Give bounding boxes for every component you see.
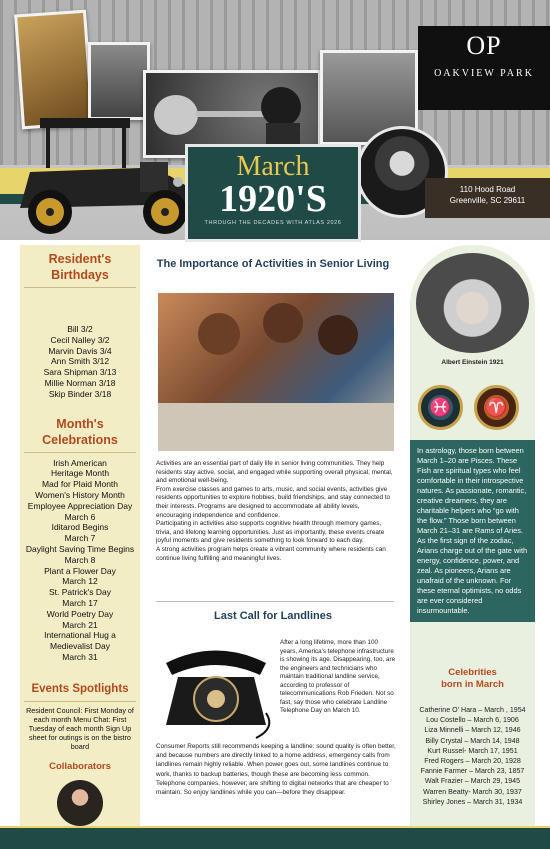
list-item: Cecil Nalley 3/2 [50,334,110,345]
activities-article-title: The Importance of Activities in Senior Living [156,258,390,270]
list-item: Iditarod Begins [51,522,109,533]
list-item: World Poetry Day [46,608,114,619]
list-item: March 6 [64,511,96,522]
list-item: Catherine O' Hara – March , 1954 [419,706,526,714]
rotary-phone-icon [156,633,276,743]
list-item: Walt Frazier – March 29, 1945 [424,777,521,786]
seniors-painting-photo [158,293,394,451]
section-divider [156,601,394,602]
list-item: Employee Appreciation Day [27,500,133,511]
list-item: Fannie Farmer – March 23, 1857 [420,767,525,776]
list-item: Daylight Saving Time Begins [25,543,135,554]
list-item: Heritage Month [50,468,110,479]
list-item: March 8 [64,554,96,565]
celebrities-heading [410,667,535,691]
main-column [150,245,396,828]
landlines-intro-text: After a long lifetime, more than 100 years, America's telephone infrastructure is showing its age. Disappearing, too, are the engineers and technicians who maintain traditional landline service, according to professor of telecommunications Rob Frieden. Not so fast, say those who celebrate Landline Telephone Day on March 10. [280,639,396,714]
article-paragraph: Activities are an essential part of daily life in senior living communities. They help residents stay active, social, and engaged while supporting overall physical, mental, and emotional well-being. [156,460,393,485]
left-sidebar [20,245,140,828]
list-item: March 21 [62,619,98,630]
list-item: Millie Norman 3/18 [44,377,116,388]
list-item: Fred Rogers – March 20, 1928 [424,757,521,766]
list-item: St. Patrick's Day [48,587,112,598]
list-item: Sara Shipman 3/13 [43,367,117,378]
article-paragraph: Participating in activities also supports cognitive health through memory games, trivia, and lifelong learning opportunities. Just as importantly, these events create joyful moments and give residents something to look forward to each day. [156,520,385,545]
pisces-icon [418,385,463,430]
einstein-caption: Albert Einstein 1921 [441,359,504,366]
logo-monogram: OP [466,31,502,60]
list-item: Lou Costello – March 6, 1906 [426,716,519,725]
albert-einstein-portrait [416,253,529,353]
list-item: Liza Minnelli – March 12, 1946 [424,726,521,735]
article-paragraph: A strong activities program helps create a vibrant community where residents can continue living fulfilling and meaningful lives. [156,545,386,562]
address-line-2: Greenville, SC 29611 [449,196,526,205]
events-text: Resident Council: First Monday of each month Menu Chat: First Tuesday of each month Sign Up sheet for outings is on the bistro board [26,705,134,751]
celebrations-heading: Month's Celebrations [24,410,136,453]
aries-icon [474,385,519,430]
footer-bar [0,828,550,849]
header-collage [0,0,550,240]
list-item: March 17 [62,597,98,608]
list-item: Medievalist Day [50,641,110,652]
list-item: Women's History Month [35,489,125,500]
title-decade: 1920'S [219,178,327,220]
list-item: Marvin Davis 3/4 [48,345,112,356]
title-tagline: THROUGH THE DECADES WITH ATLAS 2026 [204,220,342,226]
activities-article-body [156,460,396,563]
list-item: International Hug a [44,630,116,641]
title-month: March [236,151,310,182]
person-figure [318,315,358,355]
street-scene-photo [88,42,150,120]
birthdays-heading: Resident's Birthdays [24,245,136,288]
birthdays-list [20,288,140,400]
list-item: Ann Smith 3/12 [50,356,110,367]
address-box [425,178,550,218]
person-figure [198,313,240,355]
list-item: Billy Crystal – March 14, 1948 [425,736,520,745]
celebrations-list [20,453,140,663]
address-line-1: 110 Hood Road [459,185,516,194]
celebrities-list [410,705,535,807]
person-figure [263,303,303,343]
events-heading: Events Spotlights [24,675,136,702]
collaborators-heading: Collaborators [49,760,111,772]
celebrities-heading-line-1: Celebrities [448,667,497,678]
list-item: Skip Binder 3/18 [48,388,112,399]
vintage-car-icon [10,112,200,240]
oakview-park-logo [418,26,550,110]
list-item: March 7 [64,533,96,544]
logo-name: OAKVIEW PARK [434,68,534,79]
list-item: Bill 3/2 [67,324,93,334]
list-item: Shirley Jones – March 31, 1934 [422,797,523,806]
list-item: March 31 [62,651,98,662]
landlines-article-title: Last Call for Landlines [214,610,332,622]
list-item: Kurt Russel- March 17, 1951 [427,746,518,755]
table-surface [158,403,394,451]
list-item: Mad for Plaid Month [41,479,119,490]
list-item: Plant a Flower Day [44,565,116,576]
pisces-glyph: ♓ [429,397,452,417]
avatar [57,780,103,826]
title-badge [185,144,361,242]
aries-glyph: ♈ [485,397,508,417]
astrology-text: In astrology, those born between March 1–20 are Pisces. These Fish are spiritual types who feel comfortable in their introspective natures. As passionate, romantic, creative dreamers, they are charitable helpers who “go with the flow.” Those born between March 21–31 are Rams of Aries. As the first sign of the zodiac, Arians charge out of the gate with energy, confidence, power, and zeal. As pioneers, Arians are unafraid of the unknown. For these eternal optimists, no odds are ever considered insurmountable. [410,440,535,622]
list-item: March 12 [62,576,98,587]
article-paragraph: From exercise classes and games to arts, music, and social events, activities give residents opportunities to explore hobbies, build friendships, and stay connected to their interests. Programs are designed to accommodate all ability levels, encouraging independence and confidence. [156,485,391,519]
landlines-body-text: Consumer Reports still recommends keeping a landline: sound quality is often better, and because numbers are directly linked to a home address, emergency calls from landlines remain highly reliable. When power goes out, some landlines continue to work, thanks to backup batteries, though these are becoming less common. Telephone companies, however, are shifting to digital networks that are cheaper to maintain. So enjoy landlines while you can—before they disappear. [156,743,396,797]
list-item: Warren Beatty- March 30, 1937 [423,787,522,796]
celebrities-heading-line-2: born in March [441,679,504,690]
right-sidebar [410,245,535,828]
list-item: Irish American [53,457,107,468]
